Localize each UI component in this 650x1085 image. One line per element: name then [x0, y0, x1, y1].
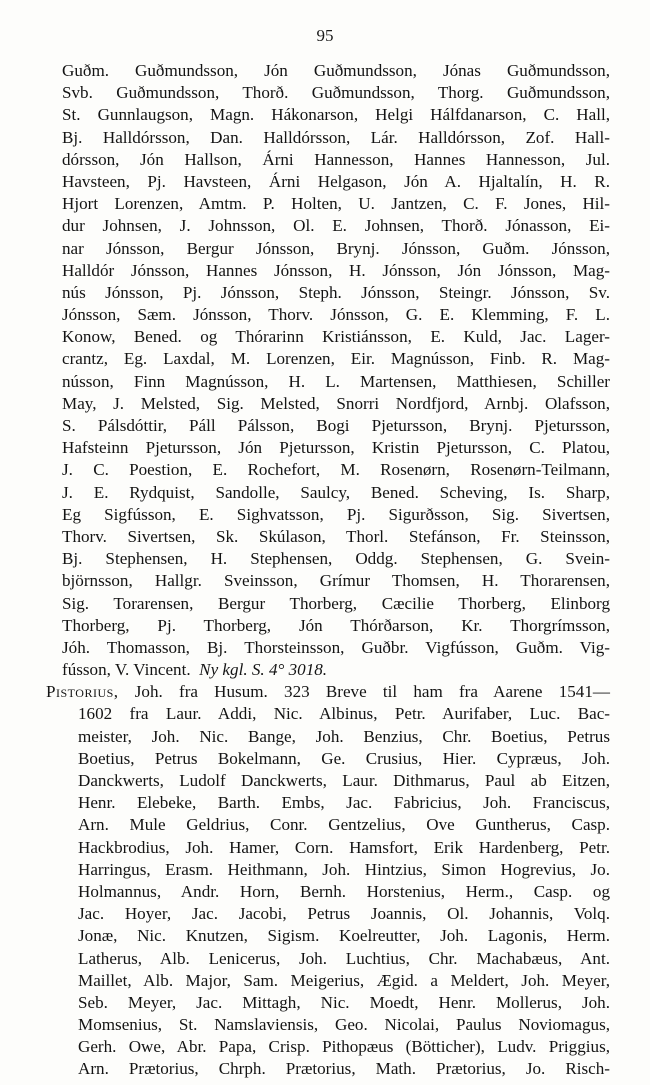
text-line: May, J. Melsted, Sig. Melsted, Snorri Nordfjord, Arnbj. Olafsson, — [62, 393, 610, 413]
text-line: J. E. Rydquist, Sandolle, Saulcy, Bened. Scheving, Is. Sharp, — [62, 482, 610, 502]
entry-heading-line — [46, 681, 610, 703]
text-line: Havsteen, Pj. Havsteen, Árni Helgason, Jón A. Hjaltalín, H. R. — [62, 171, 610, 191]
text-line: Danckwerts, Ludolf Danckwerts, Laur. Dithmarus, Paul ab Eitzen, — [78, 771, 610, 790]
text-line: Thorv. Sivertsen, Sk. Skúlason, Thorl. Stefánson, Fr. Steinsson, — [62, 526, 610, 546]
text-line: Hjort Lorenzen, Amtm. P. Holten, U. Jantzen, C. F. Jones, Hil- — [62, 194, 610, 214]
text-line: Thorberg, Pj. Thorberg, Jón Thórðarson, Kr. Thorgrímsson, — [62, 615, 610, 635]
text-line-end: fússon, V. Vincent. — [62, 660, 191, 680]
text-line: Holmannus, Andr. Horn, Bernh. Horstenius, Herm., Casp. og — [78, 881, 610, 901]
text-line: Bj. Stephensen, H. Stephensen, Oddg. Stephensen, G. Svein- — [62, 549, 610, 569]
text-line: Hackbrodius, Joh. Hamer, Corn. Hamsfort, Erik Hardenberg, Petr. — [78, 837, 610, 857]
text-line: Svb. Guðmundsson, Thorð. Guðmundsson, Thorg. Guðmundsson, — [62, 83, 610, 103]
text-line: Harringus, Erasm. Heithmann, Joh. Hintzius, Simon Hogrevius, Jo. — [78, 859, 610, 879]
text-line: Halldór Jónsson, Hannes Jónsson, H. Jónsson, Jón Jónsson, Mag- — [62, 260, 610, 280]
text-line: nar Jónsson, Bergur Jónsson, Brynj. Jónsson, Guðm. Jónsson, — [62, 238, 610, 258]
text-line: J. C. Poestion, E. Rochefort, M. Rosenørn, Rosenørn-Teilmann, — [62, 460, 610, 480]
text-line: Henr. Elebeke, Barth. Embs, Jac. Fabricius, Joh. Franciscus, — [78, 793, 610, 813]
text-line: Latherus, Alb. Lenicerus, Joh. Luchtius, Chr. Machabæus, Ant. — [78, 948, 610, 968]
text-line: nússon, Finn Magnússon, H. L. Martensen, Matthiesen, Schiller — [62, 371, 610, 391]
text-line: St. Gunnlaugson, Magn. Hákonarson, Helgi Hálfdanarson, C. Hall, — [62, 105, 610, 125]
text-line: Maillet, Alb. Major, Sam. Meigerius, Ægid. a Meldert, Joh. Meyer, — [78, 970, 610, 990]
text-line: 1602 fra Laur. Addi, Nic. Albinus, Petr. Aurifaber, Luc. Bac- — [78, 704, 610, 724]
entry-heading-name: Pistorius, — [46, 682, 119, 702]
text-line — [62, 659, 610, 681]
text-line: Seb. Meyer, Jac. Mittagh, Nic. Moedt, Henr. Mollerus, Joh. — [78, 992, 610, 1012]
text-line: dur Johnsen, J. Johnsson, Ol. E. Johnsen, Thorð. Jónasson, Ei- — [62, 216, 610, 236]
entry-heading-text: Joh. fra Husum. 323 Breve til ham fra Aarene 1541— — [134, 682, 610, 702]
text-line: Jónsson, Sæm. Jónsson, Thorv. Jónsson, G. E. Klemming, F. L. — [62, 305, 610, 325]
text-line: Arn. Mule Geldrius, Conr. Gentzelius, Ove Guntherus, Casp. — [78, 815, 610, 835]
text-line: Jonæ, Nic. Knutzen, Sigism. Koelreutter, Joh. Lagonis, Herm. — [78, 926, 610, 946]
text-line: Jóh. Thomasson, Bj. Thorsteinsson, Guðbr. Vigfússon, Guðm. Vig- — [62, 637, 610, 657]
catalog-entry-pistorius — [46, 681, 610, 1080]
text-line: nús Jónsson, Pj. Jónsson, Steph. Jónsson, Steingr. Jónsson, Sv. — [62, 282, 610, 302]
text-line: Eg Sigfússon, E. Sighvatsson, Pj. Sigurðsson, Sig. Sivertsen, — [62, 504, 610, 524]
text-line: Bj. Halldórsson, Dan. Halldórsson, Lár. Halldórsson, Zof. Hall- — [62, 127, 610, 147]
catalog-text — [46, 60, 610, 1081]
text-line: Momsenius, St. Namslaviensis, Geo. Nicolai, Paulus Noviomagus, — [78, 1015, 610, 1035]
text-line: S. Pálsdóttir, Páll Pálsson, Bogi Pjetursson, Brynj. Pjetursson, — [62, 416, 610, 435]
text-line: Boetius, Petrus Bokelmann, Ge. Crusius, Hier. Cypræus, Joh. — [78, 748, 610, 768]
shelfmark-reference: Ny kgl. S. 4° 3018. — [199, 660, 328, 680]
text-line: dórsson, Jón Hallson, Árni Hannesson, Hannes Hannesson, Jul. — [62, 149, 610, 169]
catalog-entry-continuation — [62, 60, 610, 681]
text-line: meister, Joh. Nic. Bange, Joh. Benzius, Chr. Boetius, Petrus — [78, 726, 610, 746]
page-number: 95 — [316, 26, 334, 45]
text-line: Hafsteinn Pjetursson, Jón Pjetursson, Kristin Pjetursson, C. Platou, — [62, 438, 610, 458]
text-line: crantz, Eg. Laxdal, M. Lorenzen, Eir. Magnússon, Finb. R. Mag- — [62, 349, 610, 369]
text-line: Guðm. Guðmundsson, Jón Guðmundsson, Jónas Guðmundsson, — [62, 61, 610, 80]
text-line: Gerh. Owe, Abr. Papa, Crisp. Pithopæus (Bötticher), Ludv. Priggius, — [78, 1037, 610, 1057]
text-line: Sig. Torarensen, Bergur Thorberg, Cæcilie Thorberg, Elinborg — [62, 593, 610, 613]
text-line: Konow, Bened. og Thórarinn Kristiánsson, E. Kuld, Jac. Lager- — [62, 327, 610, 347]
text-line: Arn. Prætorius, Chrph. Prætorius, Math. Prætorius, Jo. Risch- — [78, 1059, 610, 1079]
text-line: Jac. Hoyer, Jac. Jacobi, Petrus Joannis, Ol. Johannis, Volq. — [78, 904, 610, 924]
text-line: björnsson, Hallgr. Sveinsson, Grímur Thomsen, H. Thorarensen, — [62, 571, 610, 591]
